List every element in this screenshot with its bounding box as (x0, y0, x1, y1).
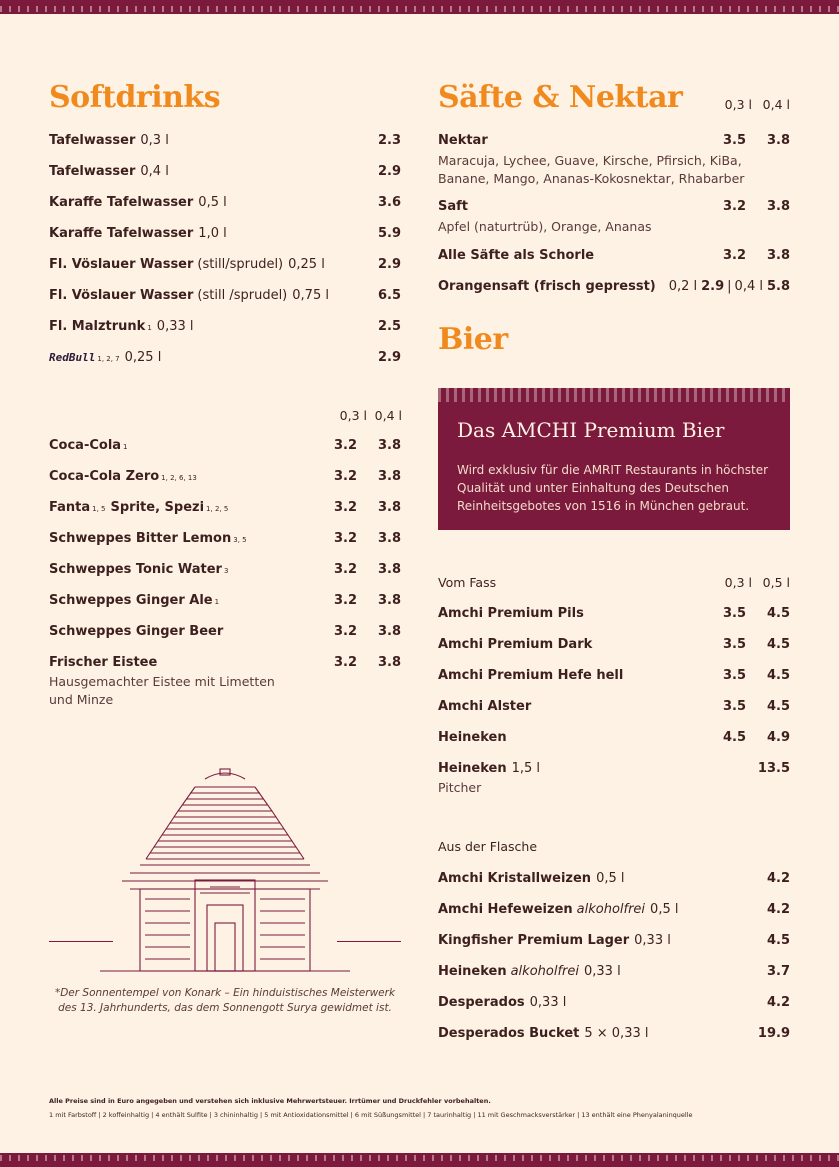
saft-row (438, 199, 468, 215)
saefte-col1-header: 0,3 l (724, 97, 752, 112)
caption-line2: des 13. Jahrhunderts, das dem Sonnengott Surya gewidmet ist. (58, 1002, 392, 1014)
softdrink-name: Fl. Vöslauer Wasser (49, 257, 194, 272)
beer-name: Amchi Alster (438, 699, 532, 714)
bottle-row (438, 964, 621, 980)
softdrink-price: 2.9 (377, 350, 401, 365)
nektar-row (438, 133, 488, 149)
cola-price-small: 3.2 (333, 531, 357, 546)
bottle-row (438, 1026, 648, 1042)
softdrink-price: 2.9 (377, 257, 401, 272)
pitcher-desc: Pitcher (438, 780, 482, 795)
allergen-marker: 1 (123, 443, 128, 451)
orangensaft-sep: | (727, 279, 732, 294)
bottle-name: Kingfisher Premium Lager (438, 933, 630, 948)
cola-row (49, 562, 228, 579)
vomfass-col1-header: 0,3 l (724, 575, 752, 590)
bottle-name: Amchi Kristallweizen (438, 871, 592, 886)
bottle-volume: 0,33 l (584, 964, 621, 979)
softdrink-row (49, 195, 227, 211)
bottle-note: alkoholfrei (510, 964, 579, 979)
pitcher-row (438, 761, 540, 777)
softdrink-price: 3.6 (377, 195, 401, 210)
softdrink-row (49, 288, 329, 304)
cola-price-small: 3.2 (333, 593, 357, 608)
cola-name: Schweppes Bitter Lemon (49, 531, 232, 546)
cola-name: Schweppes Ginger Beer (49, 624, 224, 639)
cola-price-large: 3.8 (377, 562, 401, 577)
bottle-volume: 5 × 0,33 l (584, 1026, 649, 1041)
cola-name-2: Sprite, Spezi (110, 500, 205, 515)
cola-price-small: 3.2 (333, 469, 357, 484)
vomfass-col2-header: 0,5 l (762, 575, 790, 590)
vomfass-label: Vom Fass (438, 575, 497, 590)
beer-price-small: 3.5 (722, 699, 746, 714)
softdrink-row (49, 164, 169, 180)
bottle-row (438, 871, 624, 887)
bottle-price: 4.2 (766, 871, 790, 886)
bottle-price: 3.7 (766, 964, 790, 979)
box-desc-line2: Qualität und unter Einhaltung des Deutschen (457, 481, 729, 495)
cola-price-large: 3.8 (377, 655, 401, 670)
pitcher-price: 13.5 (757, 761, 790, 776)
pitcher-vol: 1,5 l (511, 761, 541, 776)
cola-name: Schweppes Ginger Ale (49, 593, 213, 608)
beer-row (438, 699, 531, 715)
schorle-row (438, 248, 594, 264)
bottle-volume: 0,5 l (650, 902, 679, 917)
pitcher-name: Heineken (438, 761, 507, 776)
softdrink-name: Karaffe Tafelwasser (49, 195, 194, 210)
allergen-marker: 1, 2, 6, 13 (161, 474, 197, 482)
cola-price-large: 3.8 (377, 531, 401, 546)
bottle-note: alkoholfrei (576, 902, 646, 917)
softdrink-volume: 0,3 l (140, 133, 169, 148)
softdrink-row (49, 133, 169, 149)
cola-row (49, 624, 223, 640)
saefte-col2-header: 0,4 l (762, 97, 790, 112)
bottle-price: 4.5 (766, 933, 790, 948)
cola-col2-header: 0,4 l (374, 408, 402, 423)
softdrinks-title: Softdrinks (49, 80, 221, 115)
softdrink-note: (still /sprudel) (197, 288, 288, 303)
allergen-marker: 1 (147, 324, 152, 332)
bottle-price: 4.2 (766, 902, 790, 917)
schorle-name: Alle Säfte als Schorle (438, 248, 595, 263)
softdrink-name: Tafelwasser (49, 133, 136, 148)
cola-row (49, 655, 157, 671)
softdrink-price: 2.3 (377, 133, 401, 148)
eistee-desc-line1: Hausgemachter Eistee mit Limetten (49, 674, 275, 689)
amchi-premium-box (438, 388, 790, 530)
eistee-desc-line2: und Minze (49, 692, 114, 707)
box-desc (457, 461, 777, 515)
cola-row (49, 531, 247, 548)
cola-price-large: 3.8 (377, 469, 401, 484)
beer-price-large: 4.5 (766, 606, 790, 621)
beer-name: Amchi Premium Hefe hell (438, 668, 624, 683)
cola-name: Frischer Eistee (49, 655, 158, 670)
divider-right (337, 941, 401, 942)
box-desc-line3: Reinheitsgebotes von 1516 in München gebraut. (457, 499, 750, 513)
beer-row (438, 668, 623, 684)
beer-price-large: 4.5 (766, 699, 790, 714)
orangensaft-prices (600, 279, 790, 295)
cola-price-small: 3.2 (333, 562, 357, 577)
cola-name: Coca-Cola Zero (49, 469, 160, 484)
beer-row (438, 637, 592, 653)
softdrink-name: Tafelwasser (49, 164, 136, 179)
bottle-row (438, 902, 678, 918)
cola-price-large: 3.8 (377, 500, 401, 515)
softdrink-volume: 0,75 l (292, 288, 329, 303)
saft-desc: Apfel (naturtrüb), Orange, Ananas (438, 219, 652, 234)
temple-illustration (100, 765, 350, 975)
nektar-price-large: 3.8 (766, 133, 790, 148)
cola-price-small: 3.2 (333, 655, 357, 670)
beer-price-large: 4.5 (766, 668, 790, 683)
footer-allergens: 1 mit Farbstoff | 2 koffeinhaltig | 4 enthält Sulfite | 3 chininhaltig | 5 mit Antioxidationsmittel | 6 mit Süßungsmittel | 7 taurinhaltig | 11 mit Geschmacksverstärker | 13 enthält eine Phenyalaninquelle (49, 1111, 693, 1119)
divider-left (49, 941, 113, 942)
softdrink-volume: 0,5 l (198, 195, 227, 210)
cola-price-small: 3.2 (333, 500, 357, 515)
cola-price-small: 3.2 (333, 624, 357, 639)
softdrink-volume: 0,4 l (140, 164, 169, 179)
bottle-name: Heineken (438, 964, 507, 979)
nektar-desc-line1: Maracuja, Lychee, Guave, Kirsche, Pfirsich, KiBa, (438, 153, 742, 168)
cola-price-large: 3.8 (377, 593, 401, 608)
bottle-price: 4.2 (766, 995, 790, 1010)
cola-price-large: 3.8 (377, 624, 401, 639)
schorle-price-small: 3.2 (722, 248, 746, 263)
allergen-marker: 3, 5 (233, 536, 247, 544)
beer-row (438, 606, 584, 622)
beer-price-small: 3.5 (722, 668, 746, 683)
allergen-marker: 3 (223, 567, 229, 575)
orangensaft-vol1: 0,2 l (668, 279, 698, 294)
softdrink-row (49, 226, 227, 242)
beer-name: Amchi Premium Pils (438, 606, 584, 621)
softdrink-row (49, 319, 194, 336)
softdrink-volume: 0,25 l (124, 350, 162, 365)
nektar-desc-line2: Banane, Mango, Ananas-Kokosnektar, Rhabarber (438, 171, 745, 186)
cola-row (49, 438, 128, 455)
cola-row (49, 593, 219, 610)
cola-name: Schweppes Tonic Water (49, 562, 222, 577)
box-ornament (438, 388, 790, 402)
box-title: Das AMCHI Premium Bier (457, 418, 725, 442)
bottle-volume: 0,5 l (596, 871, 625, 886)
bottle-name: Desperados Bucket (438, 1026, 580, 1041)
footer-note: Alle Preise sind in Euro angegeben und verstehen sich inklusive Mehrwertsteuer. Irrtümer und Druckfehler vorbehalten. (49, 1097, 491, 1105)
cola-price-large: 3.8 (377, 438, 401, 453)
saft-price-small: 3.2 (722, 199, 746, 214)
cola-name: Fanta (49, 500, 91, 515)
allergen-marker: 1, 5 (92, 505, 106, 513)
cola-col1-header: 0,3 l (339, 408, 367, 423)
allergen-marker: 1 (214, 598, 220, 606)
bottle-volume: 0,33 l (634, 933, 671, 948)
softdrink-name: Fl. Malztrunk (49, 319, 146, 334)
softdrink-name: RedBull (49, 351, 96, 364)
nektar-name: Nektar (438, 133, 488, 148)
beer-name: Amchi Premium Dark (438, 637, 593, 652)
orangensaft-vol2: 0,4 l (734, 279, 763, 294)
bottle-row (438, 995, 566, 1011)
saefte-title: Säfte & Nektar (438, 80, 683, 115)
allergen-marker: 1, 2, 5 (206, 505, 229, 513)
softdrink-note: (still/sprudel) (197, 257, 284, 272)
bier-title: Bier (438, 322, 508, 357)
saft-name: Saft (438, 199, 469, 214)
softdrink-price: 2.5 (377, 319, 401, 334)
saft-price-large: 3.8 (766, 199, 790, 214)
cola-price-small: 3.2 (333, 438, 357, 453)
softdrink-volume: 1,0 l (198, 226, 227, 241)
top-border (0, 0, 839, 14)
box-desc-line1: Wird exklusiv für die AMRIT Restaurants in höchster (457, 463, 769, 477)
beer-name: Heineken (438, 730, 507, 745)
softdrink-row (49, 350, 161, 367)
orangensaft-price1: 2.9 (701, 279, 725, 294)
bottle-price: 19.9 (757, 1026, 790, 1041)
softdrink-price: 6.5 (377, 288, 401, 303)
cola-row (49, 469, 197, 486)
bottle-row (438, 933, 671, 949)
softdrink-row (49, 257, 325, 273)
orangensaft-price2: 5.8 (766, 279, 790, 294)
schorle-price-large: 3.8 (766, 248, 790, 263)
cola-row (49, 500, 228, 517)
softdrink-name: Karaffe Tafelwasser (49, 226, 194, 241)
softdrink-price: 5.9 (377, 226, 401, 241)
softdrink-name: Fl. Vöslauer Wasser (49, 288, 194, 303)
softdrink-volume: 0,33 l (156, 319, 194, 334)
bottle-volume: 0,33 l (529, 995, 567, 1010)
beer-price-small: 3.5 (722, 637, 746, 652)
cola-name: Coca-Cola (49, 438, 122, 453)
bottom-border (0, 1153, 839, 1167)
beer-price-small: 3.5 (722, 606, 746, 621)
beer-price-large: 4.9 (766, 730, 790, 745)
beer-row (438, 730, 507, 746)
bottle-name: Desperados (438, 995, 525, 1010)
nektar-price-small: 3.5 (722, 133, 746, 148)
caption-line1: *Der Sonnentempel von Konark – Ein hinduistisches Meisterwerk (54, 987, 396, 999)
beer-price-small: 4.5 (722, 730, 746, 745)
bottle-name: Amchi Hefeweizen (438, 902, 573, 917)
softdrink-volume: 0,25 l (288, 257, 325, 272)
flasche-label: Aus der Flasche (438, 839, 538, 854)
temple-caption (50, 986, 400, 1016)
softdrink-price: 2.9 (377, 164, 401, 179)
orangensaft-name: Orangensaft (frisch gepresst) (438, 279, 656, 294)
beer-price-large: 4.5 (766, 637, 790, 652)
allergen-marker: 1, 2, 7 (97, 355, 120, 363)
